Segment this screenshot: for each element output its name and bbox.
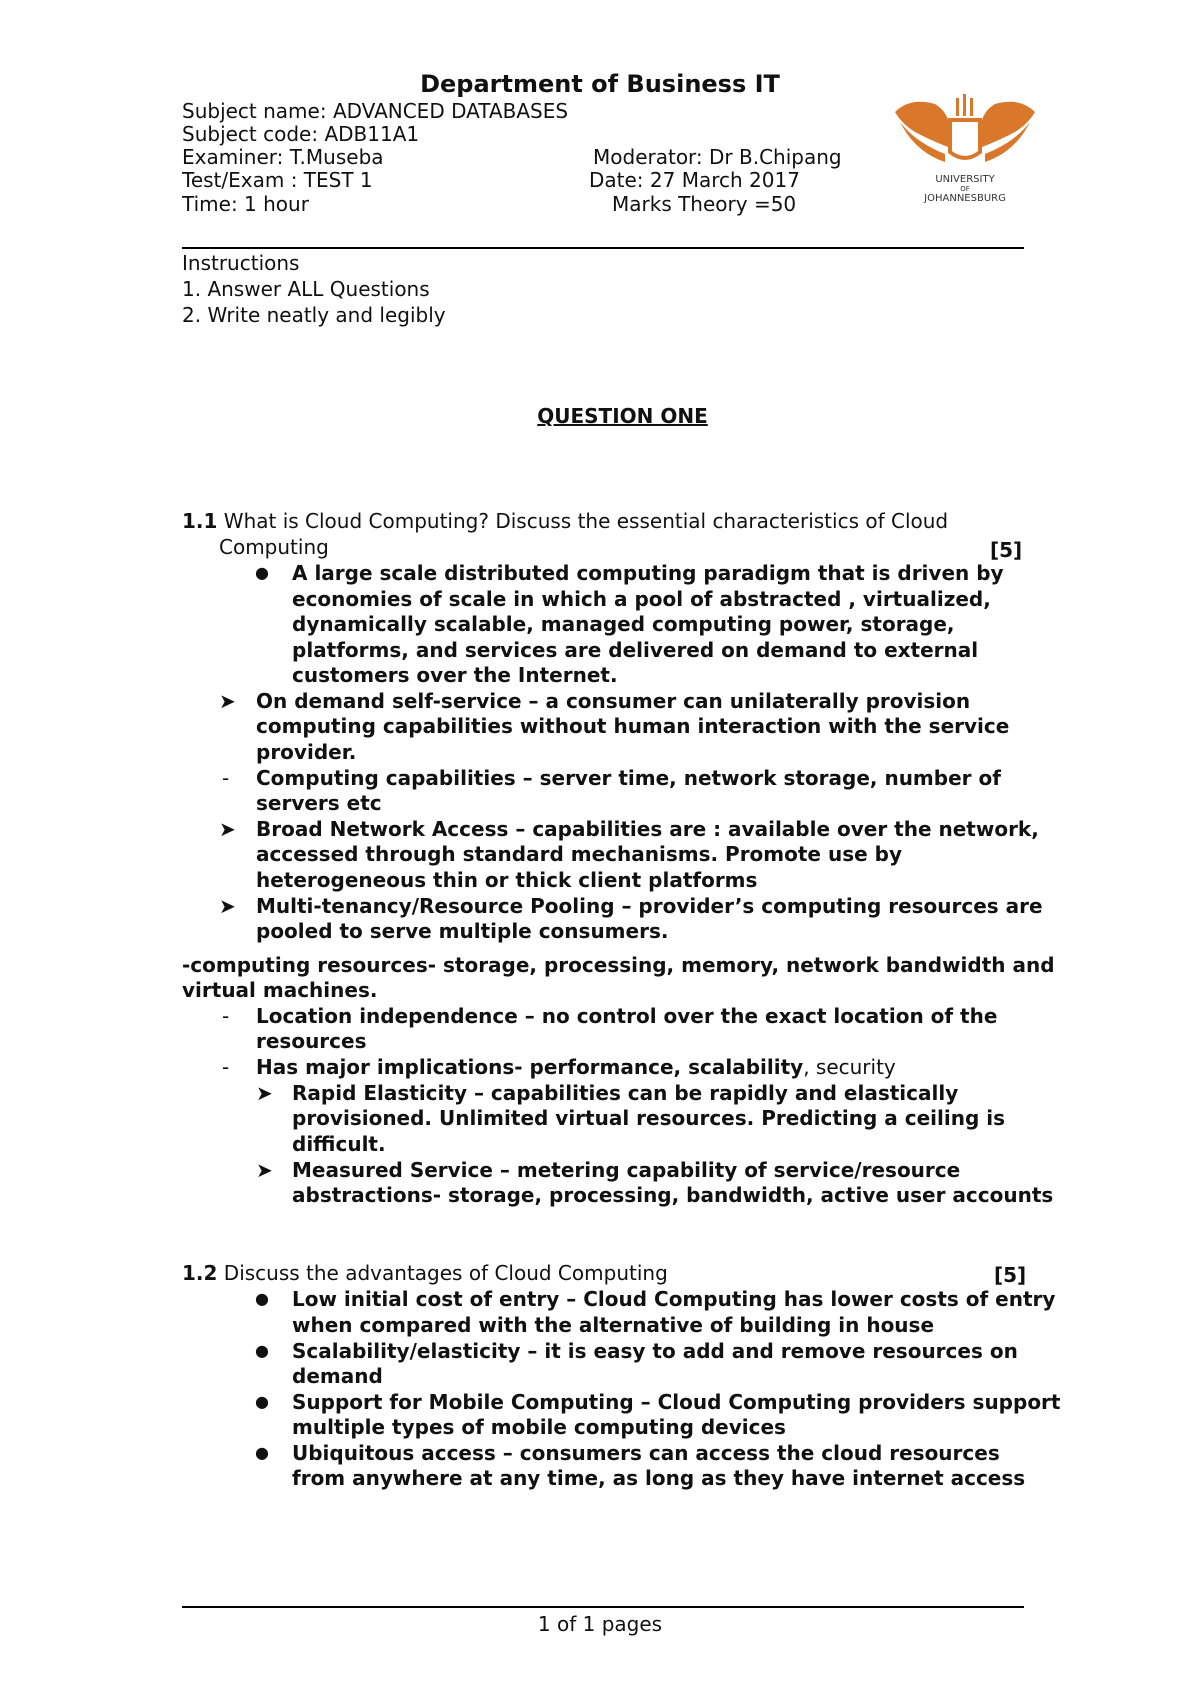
examiner: Examiner: T.Museba xyxy=(182,145,384,169)
answer-line: Ubiquitous access – consumers can access the cloud resources xyxy=(292,1441,1000,1465)
question-heading: QUESTION ONE xyxy=(537,404,708,428)
answer-line: abstractions- storage, processing, bandwidth, active user accounts xyxy=(292,1183,1054,1207)
logo-text-university: UNIVERSITY xyxy=(935,174,995,185)
header-divider xyxy=(182,247,1024,249)
answer-line: computing capabilities without human interaction with the service xyxy=(256,714,1010,738)
answer-line: virtual machines. xyxy=(182,978,378,1002)
question-number: 1.1 xyxy=(182,509,218,533)
marks-theory: Marks Theory =50 xyxy=(612,192,797,216)
answer-line: economies of scale in which a pool of abstracted , virtualized, xyxy=(292,587,991,611)
subject-code: Subject code: ADB11A1 xyxy=(182,122,420,146)
answer-line: pooled to serve multiple consumers. xyxy=(256,919,669,943)
university-logo xyxy=(890,92,1040,212)
answer-line: servers etc xyxy=(256,791,382,815)
answer-line: accessed through standard mechanisms. Promote use by xyxy=(256,842,902,866)
subject-name: Subject name: ADVANCED DATABASES xyxy=(182,99,569,123)
dash-bullet: - xyxy=(222,766,230,790)
bullet-icon: ● xyxy=(255,1289,269,1308)
footer-divider xyxy=(182,1606,1024,1608)
answer-line: Rapid Elasticity – capabilities can be rapidly and elastically xyxy=(292,1081,959,1105)
test-exam: Test/Exam : TEST 1 xyxy=(182,168,373,192)
answer-line: Multi-tenancy/Resource Pooling – provider’s computing resources are xyxy=(256,894,1043,918)
answer-line: On demand self-service – a consumer can unilaterally provision xyxy=(256,689,971,713)
page-title: Department of Business IT xyxy=(420,70,780,98)
page-number: 1 of 1 pages xyxy=(537,1612,663,1636)
answer-line: A large scale distributed computing paradigm that is driven by xyxy=(292,561,1004,585)
answer-line: from anywhere at any time, as long as they have internet access xyxy=(292,1466,1026,1490)
answer-line: Scalability/elasticity – it is easy to add and remove resources on xyxy=(292,1339,1018,1363)
answer-line: -computing resources- storage, processing, memory, network bandwidth and xyxy=(182,953,1055,977)
question-number: 1.2 xyxy=(182,1261,218,1285)
bullet-icon: ● xyxy=(255,1392,269,1411)
exam-time: Time: 1 hour xyxy=(182,192,309,216)
dash-bullet: - xyxy=(222,1055,230,1079)
answer-line: multiple types of mobile computing devices xyxy=(292,1415,786,1439)
arrow-bullet-icon: ➤ xyxy=(219,894,236,918)
answer-line: when compared with the alternative of building in house xyxy=(292,1313,935,1337)
instructions-heading: Instructions xyxy=(182,251,300,275)
answer-line: Computing capabilities – server time, network storage, number of xyxy=(256,766,1001,790)
dash-bullet: - xyxy=(222,1004,230,1028)
answer-line: provisioned. Unlimited virtual resources. Predicting a ceiling is xyxy=(292,1106,1005,1130)
arrow-bullet-icon: ➤ xyxy=(256,1158,273,1182)
question-marks: [5] xyxy=(990,538,1023,562)
answer-line: resources xyxy=(256,1029,367,1053)
arrow-bullet-icon: ➤ xyxy=(256,1081,273,1105)
logo-text-of: OF xyxy=(960,185,970,193)
answer-line: Location independence – no control over the exact location of the xyxy=(256,1004,998,1028)
instruction-item: 2. Write neatly and legibly xyxy=(182,303,446,327)
arrow-bullet-icon: ➤ xyxy=(219,817,236,841)
answer-line: Has major implications- performance, scalability xyxy=(256,1055,804,1079)
answer-line: customers over the Internet. xyxy=(292,663,618,687)
answer-line: heterogeneous thin or thick client platforms xyxy=(256,868,758,892)
question-text: Discuss the advantages of Cloud Computing xyxy=(217,1261,668,1285)
instruction-item: 1. Answer ALL Questions xyxy=(182,277,430,301)
arrow-bullet-icon: ➤ xyxy=(219,689,236,713)
answer-line: Support for Mobile Computing – Cloud Computing providers support xyxy=(292,1390,1061,1414)
exam-date: Date: 27 March 2017 xyxy=(589,168,800,192)
question-marks: [5] xyxy=(994,1263,1027,1287)
bullet-icon: ● xyxy=(255,1341,269,1360)
answer-line: Broad Network Access – capabilities are : available over the network, xyxy=(256,817,1039,841)
question-text: What is Cloud Computing? Discuss the essential characteristics of Cloud xyxy=(217,509,949,533)
bullet-icon: ● xyxy=(255,563,269,582)
answer-line: dynamically scalable, managed computing power, storage, xyxy=(292,612,955,636)
answer-line: Measured Service – metering capability of service/resource xyxy=(292,1158,961,1182)
answer-line: Low initial cost of entry – Cloud Computing has lower costs of entry xyxy=(292,1287,1056,1311)
moderator: Moderator: Dr B.Chipang xyxy=(593,145,842,169)
answer-line: provider. xyxy=(256,740,357,764)
answer-line-suffix: , security xyxy=(803,1055,896,1079)
question-text-continued: Computing xyxy=(219,535,329,559)
answer-line: demand xyxy=(292,1364,383,1388)
answer-line: platforms, and services are delivered on demand to external xyxy=(292,638,979,662)
logo-text-johannesburg: JOHANNESBURG xyxy=(924,193,1006,204)
bullet-icon: ● xyxy=(255,1443,269,1462)
answer-line: difficult. xyxy=(292,1132,386,1156)
